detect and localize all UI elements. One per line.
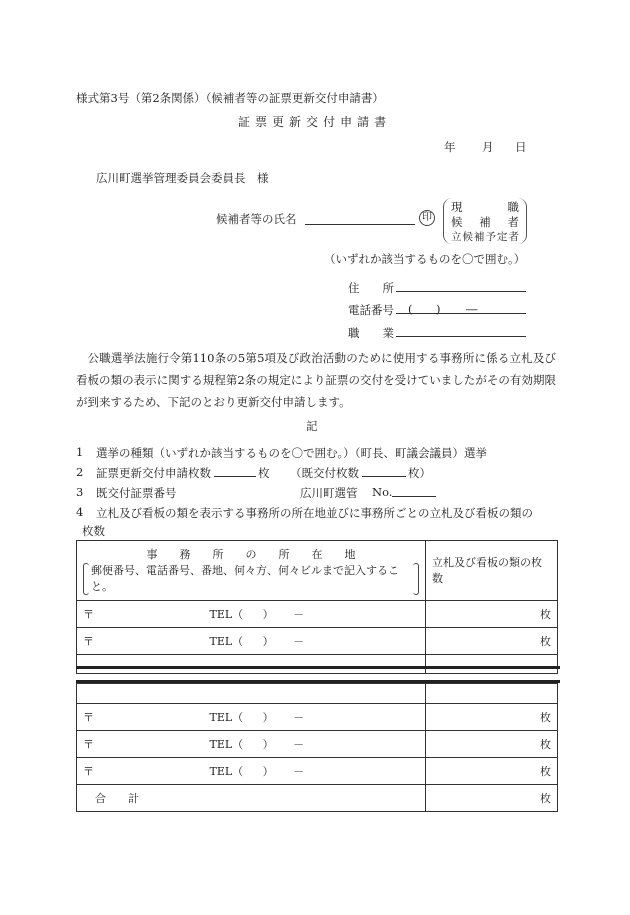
total-row — [77, 785, 558, 812]
table-break-top — [76, 666, 560, 669]
unit-label: 枚 — [540, 792, 551, 805]
table-row — [77, 684, 558, 704]
phone-label: 電話番号 — [348, 303, 394, 317]
item-1-text: 選挙の種類（いずれか該当するものを〇で囲む。）（町長、町議会議員）選挙 — [96, 446, 487, 460]
table-row — [77, 601, 558, 628]
item-3-text: 既交付証票番号 — [96, 486, 177, 500]
renewal-count-field[interactable] — [214, 463, 256, 477]
table-header-row — [77, 541, 558, 601]
location-cell-empty[interactable] — [77, 655, 426, 674]
count-cell[interactable] — [426, 758, 558, 785]
form-number: 様式第3号（第2条関係）（候補者等の証票更新交付申請書） — [76, 91, 384, 105]
item-2-existing-unit: 枚） — [408, 466, 431, 480]
addressee: 広川町選挙管理委員会委員長 様 — [96, 171, 269, 185]
roles-note: （いずれか該当するものを〇で囲む。） — [324, 252, 526, 266]
tel-dash: － — [293, 711, 305, 724]
applicant-label: 候補者等の氏名 — [216, 212, 297, 226]
tel-close: ） — [262, 738, 274, 751]
tel-label: TEL（ — [209, 635, 244, 648]
date-year: 年 — [444, 140, 456, 154]
occupation-field[interactable] — [396, 323, 526, 337]
item-2-text: 証票更新交付申請枚数 — [96, 466, 211, 480]
count-cell-empty[interactable] — [426, 684, 558, 704]
unit-label: 枚 — [540, 765, 551, 778]
tel-dash: － — [293, 635, 305, 648]
count-cell[interactable] — [426, 731, 558, 758]
location-header-title: 事 務 所 の 所 在 地 — [146, 547, 356, 561]
role-candidate[interactable]: 候 補 者 — [451, 215, 519, 229]
postal-mark: 〒 — [83, 738, 94, 751]
tel-label: TEL（ — [209, 711, 244, 724]
phone-paren-open: ( — [408, 302, 413, 316]
tel-close: ） — [262, 711, 274, 724]
applicant-name-field[interactable] — [305, 211, 415, 225]
location-cell[interactable] — [77, 758, 426, 785]
postal-mark: 〒 — [83, 711, 94, 724]
body-text: 公職選挙法施行令第110条の5第5項及び政治活動のために使用する事務所に係る立札及び看板の類の表示に関する規程第2条の規定により証票の交付を受けていましたがその有効期限が到来するため、下記のとおり更新交付申請します。 — [76, 351, 556, 409]
count-header: 立札及び看板の類の枚数 — [426, 541, 558, 601]
total-label: 合 計 — [95, 792, 139, 805]
unit-label: 枚 — [540, 635, 551, 648]
location-header-note: 郵便番号、電話番号、番地、何々方、何々ビルまで記入すること。 — [83, 563, 419, 595]
item-2-unit: 枚 — [258, 466, 270, 480]
tel-close: ） — [262, 765, 274, 778]
count-cell-empty[interactable] — [426, 655, 558, 674]
occupation-label: 職 業 — [348, 326, 394, 340]
location-header — [77, 541, 426, 601]
unit-label: 枚 — [540, 738, 551, 751]
unit-label: 枚 — [540, 608, 551, 621]
count-cell[interactable] — [426, 601, 558, 628]
table-row — [77, 628, 558, 655]
unit-label: 枚 — [540, 711, 551, 724]
date-day: 日 — [515, 140, 527, 154]
tel-dash: － — [293, 738, 305, 751]
form-title: 証 票 更 新 交 付 申 請 書 — [238, 115, 387, 129]
item-3-num: 3 — [76, 485, 84, 499]
phone-field[interactable] — [396, 300, 526, 314]
item-3-committee: 広川町選管 — [300, 486, 358, 500]
table-row — [77, 704, 558, 731]
postal-mark: 〒 — [83, 635, 94, 648]
ki-mark: 記 — [306, 419, 318, 433]
phone-dash: ― — [466, 302, 478, 316]
office-table-lower — [76, 683, 558, 812]
postal-mark: 〒 — [83, 608, 94, 621]
tel-dash: － — [293, 608, 305, 621]
total-label-cell — [77, 785, 426, 812]
item-1-num: 1 — [76, 445, 84, 459]
item-3-no: No. — [372, 485, 393, 499]
date-month: 月 — [482, 140, 494, 154]
certificate-number-field[interactable] — [392, 483, 436, 497]
seal-mark: 印 — [419, 210, 435, 226]
item-4-num: 4 — [76, 505, 84, 519]
existing-count-field[interactable] — [362, 463, 406, 477]
role-prospective[interactable]: 立候補予定者 — [451, 231, 519, 243]
office-table-upper — [76, 540, 558, 674]
count-cell[interactable] — [426, 704, 558, 731]
address-field[interactable] — [396, 278, 526, 292]
phone-paren-close: ) — [436, 302, 441, 316]
tel-dash: － — [293, 765, 305, 778]
tel-close: ） — [262, 635, 274, 648]
count-cell[interactable] — [426, 628, 558, 655]
tel-label: TEL（ — [209, 765, 244, 778]
role-options — [443, 198, 527, 244]
postal-mark: 〒 — [83, 765, 94, 778]
location-cell[interactable] — [77, 601, 426, 628]
address-label: 住 所 — [348, 281, 394, 295]
table-row — [77, 731, 558, 758]
role-current[interactable]: 現 職 — [451, 200, 519, 214]
location-cell[interactable] — [77, 704, 426, 731]
item-4-text: 立札及び看板の類を表示する事務所の所在地並びに事務所ごとの立札及び看板の類の — [96, 506, 533, 520]
total-count-cell[interactable] — [426, 785, 558, 812]
location-cell-empty[interactable] — [77, 684, 426, 704]
item-2-existing: （既交付枚数 — [290, 466, 359, 480]
item-2-num: 2 — [76, 465, 84, 479]
location-cell[interactable] — [77, 628, 426, 655]
table-row — [77, 758, 558, 785]
tel-label: TEL（ — [209, 608, 244, 621]
tel-label: TEL（ — [209, 738, 244, 751]
tel-close: ） — [262, 608, 274, 621]
table-row — [77, 655, 558, 674]
location-cell[interactable] — [77, 731, 426, 758]
item-4-text-cont: 枚数 — [82, 524, 105, 538]
